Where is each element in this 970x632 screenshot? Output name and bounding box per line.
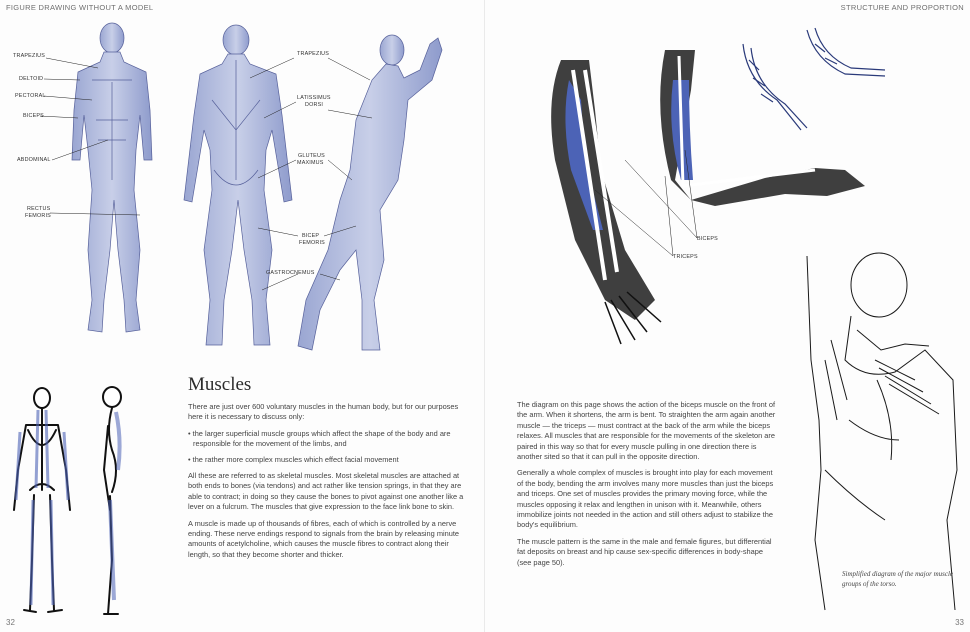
muscle-fibres-paragraph: A muscle is made up of thousands of fibres, each of which is controlled by a nerve ending. These nerve endings respond to signals from the brain by releasing minute amounts of acetylcholine, which causes the muscle fibres to contract along their length, so that they become shorter and thicker.: [188, 518, 460, 559]
biceps-action-paragraph: The diagram on this page shows the action of the biceps muscle on the front of the arm. When it shortens, the arm is bent. To straighten the arm again another muscle — the triceps — must contract at the back of the arm while the biceps relaxes. All muscles that are responsible for the movements of the skeleton are paired in this way so that for every muscle pulling in one direction there is another sited so that it can pull in the opposite direction.: [517, 400, 776, 462]
label-gastrocnemus: GASTROCNEMUS: [266, 270, 315, 276]
straight-arm-drawing: [551, 60, 661, 344]
intro-paragraph: There are just over 600 voluntary muscles in the human body, but for our purposes here it is necessary to discuss only:: [188, 402, 459, 422]
label-trapezius-back: TRAPEZIUS: [297, 51, 330, 57]
right-page-number: 33: [955, 618, 964, 627]
skeletal-muscles-paragraph: All these are referred to as skeletal muscles. Most skeletal muscles are attached at both ends to bones (via tendons) and act rather like tension springs, in that they are able to contract; in doing so they cause the bones to pivot against one another like a lever on a fulcrum. The muscles that give expression to the face link bone to skin.: [188, 471, 464, 512]
list-item: • the rather more complex muscles which effect facial movement: [188, 454, 399, 464]
right-body-text: [517, 400, 779, 574]
male-female-paragraph: The muscle pattern is the same in the male and female figures, but differential fat deposits on breast and hip cause sex-specific differences in body-shape (see page 50).: [517, 536, 772, 567]
bent-arm-drawing: [660, 50, 865, 206]
label-bicep: BICEP: [302, 233, 320, 239]
torso-muscle-drawing: [807, 253, 957, 610]
label-dorsi: DORSI: [305, 102, 324, 108]
right-page: [485, 0, 970, 632]
label-arm-triceps: TRICEPS: [673, 254, 698, 260]
label-trapezius-front: TRAPEZIUS: [13, 53, 46, 59]
label-deltoid: DELTOID: [19, 76, 44, 82]
list-item: • the larger superficial muscle groups which affect the shape of the body and are responsible for the movement of the limbs, and: [188, 428, 451, 449]
left-page-number: 32: [6, 618, 15, 627]
small-arm-sketches: [743, 28, 885, 130]
label-femoris: FEMORIS: [25, 213, 51, 219]
label-latissimus: LATISSIMUS: [297, 95, 331, 101]
torso-caption: Simplified diagram of the major muscle groups of the torso.: [842, 570, 954, 588]
left-body-text: [188, 402, 466, 566]
label-pectoral: PECTORAL: [15, 93, 46, 99]
left-running-head: FIGURE DRAWING WITHOUT A MODEL: [6, 3, 154, 12]
right-running-head: STRUCTURE AND PROPORTION: [840, 3, 964, 12]
label-maximus: MAXIMUS: [297, 160, 324, 166]
label-arm-biceps: BICEPS: [697, 236, 718, 242]
label-gluteus: GLUTEUS: [298, 153, 325, 159]
label-abdominal: ABDOMINAL: [17, 157, 51, 163]
label-bicep-femoris: FEMORIS: [299, 240, 325, 246]
label-rectus: RECTUS: [27, 206, 51, 212]
section-heading-muscles: Muscles: [188, 374, 252, 395]
label-biceps: BICEPS: [23, 113, 44, 119]
muscle-group-list: [188, 429, 466, 465]
muscle-complex-paragraph: Generally a whole complex of muscles is brought into play for each movement of the body, bending the arm involves many more muscles than just the biceps and triceps. One set of muscles provides the primary moving force, while the muscles opposing it relax and lengthen in unison with it. Meanwhile, others immobilize joints not needed in the action and still others adjust to stabilize the body's equilibrium.: [517, 468, 774, 530]
